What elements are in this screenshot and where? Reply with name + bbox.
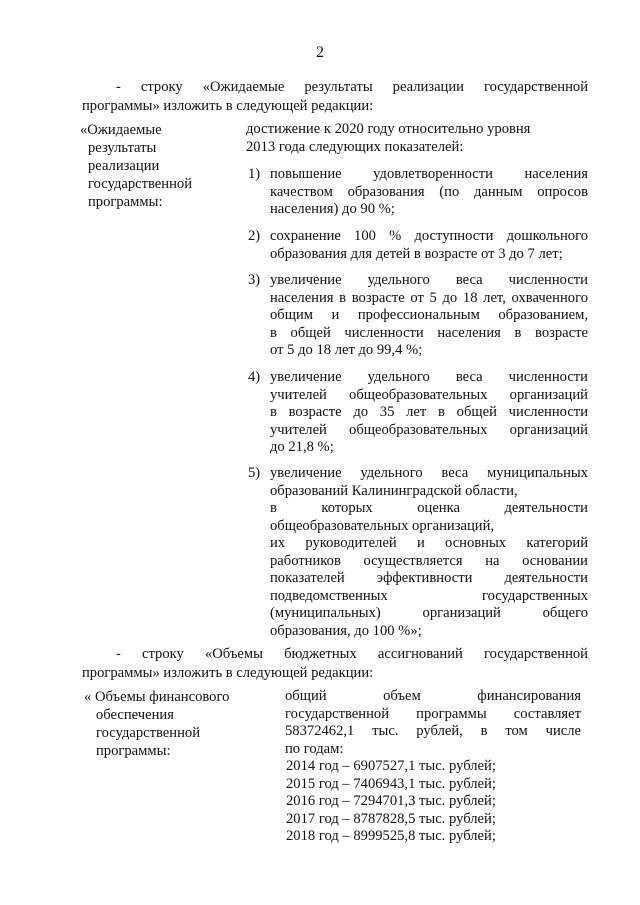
- item-line: образований Калининградской области,: [270, 482, 518, 499]
- item-line: (муниципальных) организаций общего: [270, 605, 588, 621]
- item-line: образования, до 100 %»;: [270, 622, 422, 639]
- section1-label-line: государственной: [88, 176, 193, 192]
- section1-label-line: реализации: [88, 158, 160, 174]
- item-number: 3): [248, 272, 261, 288]
- item-line: сохранение 100 % доступности дошкольного: [270, 228, 588, 244]
- item-line: в которых оценка деятельности: [270, 500, 588, 516]
- financing-year-line: 2014 год – 6907527,1 тыс. рублей;: [286, 758, 496, 774]
- item-line: показателей эффективности деятельности: [270, 570, 588, 586]
- section2-intro-line-1: - строку «Объемы бюджетных ассигнований государственной: [116, 646, 588, 662]
- financing-year-line: 2015 год – 7406943,1 тыс. рублей;: [286, 775, 496, 792]
- item-line: увеличение удельного веса муниципальных: [270, 465, 588, 481]
- item-line: учителей общеобразовательных организаций: [270, 421, 588, 438]
- item-line: учителей общеобразовательных организаций: [270, 386, 588, 403]
- item-line: их руководителей и основных категорий: [270, 535, 588, 551]
- financing-line: по годам:: [285, 740, 344, 757]
- section1-label: [80, 121, 192, 211]
- item-line: населения в возрасте от 5 до 18 лет, охваченного: [270, 289, 588, 306]
- financing-year-line: 2017 год – 8787828,5 тыс. рублей;: [286, 810, 496, 827]
- item-line: образования для детей в возрасте от 3 до 7 лет;: [270, 245, 563, 262]
- section2-label-line: « Объемы финансового: [84, 689, 230, 705]
- item-line: до 21,8 %;: [270, 439, 334, 455]
- section1-lead-line: достижение к 2020 году относительно уровня: [246, 121, 531, 137]
- financing-year-line: 2016 год – 7294701,3 тыс. рублей;: [286, 793, 496, 809]
- section2-label-line: государственной: [96, 725, 201, 741]
- financing-line: общий объем финансирования: [285, 688, 581, 704]
- section1-intro-line-1: - строку «Ожидаемые результаты реализации государственной: [116, 79, 588, 95]
- section1-label-line: «Ожидаемые: [80, 122, 162, 138]
- item-number: 4): [248, 369, 261, 385]
- item-line: качеством образования (по данным опросов: [270, 183, 588, 200]
- item-number: 5): [248, 465, 261, 481]
- section1-intro-line-2: программы» изложить в следующей редакции:: [82, 98, 374, 114]
- item-line: работников осуществляется на основании: [270, 552, 588, 569]
- item-line: увеличение удельного веса численности: [270, 272, 588, 288]
- item-line: в возрасте до 35 лет в общей численности: [270, 404, 588, 420]
- page-number: 2: [316, 44, 324, 61]
- item-line: от 5 до 18 лет до 99,4 %;: [270, 342, 423, 358]
- section2-intro: [82, 645, 588, 683]
- item-line: общеобразовательных организаций,: [270, 517, 495, 534]
- item-line: в общей численности населения в возрасте: [270, 324, 588, 341]
- financing-year-line: 2018 год – 8999525,8 тыс. рублей;: [286, 828, 496, 844]
- financing-line: государственной программы составляет: [285, 705, 581, 722]
- section2-label-line: обеспечения: [96, 707, 174, 723]
- section1-lead: [246, 121, 588, 156]
- financing-years: [286, 758, 582, 846]
- item-line: увеличение удельного веса численности: [270, 369, 588, 385]
- financing-line: 58372462,1 тыс. рублей, в том числе: [285, 723, 581, 739]
- section1-label-line: результаты: [88, 140, 157, 156]
- section2-label: [84, 688, 229, 760]
- item-number: 2): [248, 228, 261, 244]
- section1-intro: [82, 78, 588, 116]
- section1-label-line: программы:: [88, 194, 163, 210]
- item-line: повышение удовлетворенности населения: [270, 166, 588, 182]
- item-line: общим и профессиональным образованием,: [270, 307, 588, 323]
- financing-block: [285, 688, 581, 758]
- section2-intro-line-2: программы» изложить в следующей редакции:: [82, 665, 374, 681]
- item-line: подведомственных государственных: [270, 587, 588, 604]
- section1-lead-line: 2013 года следующих показателей:: [246, 138, 464, 155]
- section2-label-line: программы:: [96, 743, 171, 759]
- item-line: населения) до 90 %;: [270, 201, 395, 217]
- item-number: 1): [248, 166, 261, 182]
